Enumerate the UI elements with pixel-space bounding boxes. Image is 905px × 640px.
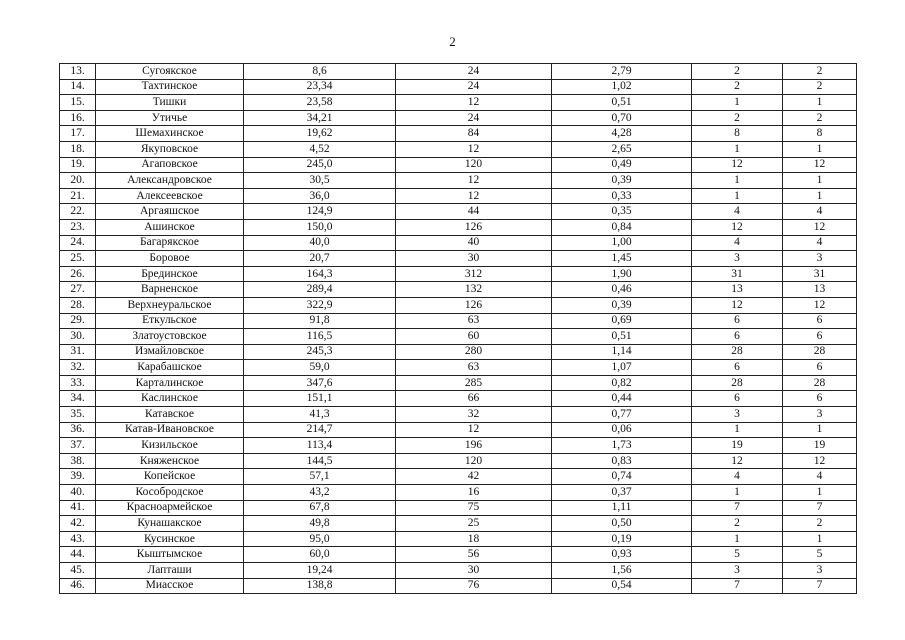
cell-settlement-name: Еткульское [96, 313, 244, 329]
cell-row-number: 29. [60, 313, 96, 329]
cell-value-2: 196 [396, 438, 552, 454]
cell-value-5: 12 [783, 157, 857, 173]
cell-value-5: 13 [783, 282, 857, 298]
cell-value-1: 49,8 [244, 516, 396, 532]
table-row [60, 204, 857, 220]
cell-settlement-name: Лапташи [96, 563, 244, 579]
cell-value-3: 2,79 [552, 64, 692, 80]
cell-value-2: 42 [396, 469, 552, 485]
cell-value-3: 0,06 [552, 422, 692, 438]
cell-value-4: 5 [692, 547, 783, 563]
cell-row-number: 16. [60, 110, 96, 126]
cell-value-5: 4 [783, 469, 857, 485]
cell-value-5: 5 [783, 547, 857, 563]
cell-value-4: 3 [692, 407, 783, 423]
cell-row-number: 21. [60, 188, 96, 204]
cell-value-1: 23,34 [244, 79, 396, 95]
cell-value-2: 126 [396, 219, 552, 235]
cell-value-5: 7 [783, 500, 857, 516]
cell-value-1: 19,62 [244, 126, 396, 142]
cell-value-1: 164,3 [244, 266, 396, 282]
cell-value-1: 8,6 [244, 64, 396, 80]
cell-value-3: 0,77 [552, 407, 692, 423]
table-row [60, 64, 857, 80]
table-row [60, 469, 857, 485]
table-row [60, 407, 857, 423]
cell-value-5: 2 [783, 110, 857, 126]
cell-row-number: 17. [60, 126, 96, 142]
cell-value-5: 1 [783, 141, 857, 157]
cell-settlement-name: Кизильское [96, 438, 244, 454]
cell-value-1: 40,0 [244, 235, 396, 251]
cell-value-2: 285 [396, 375, 552, 391]
cell-settlement-name: Утичье [96, 110, 244, 126]
cell-value-5: 4 [783, 204, 857, 220]
cell-settlement-name: Красноармейское [96, 500, 244, 516]
table-row [60, 485, 857, 501]
cell-row-number: 15. [60, 95, 96, 111]
table-row [60, 235, 857, 251]
cell-value-4: 1 [692, 422, 783, 438]
cell-value-2: 280 [396, 344, 552, 360]
cell-value-2: 30 [396, 563, 552, 579]
cell-value-4: 1 [692, 173, 783, 189]
cell-value-2: 24 [396, 64, 552, 80]
cell-row-number: 19. [60, 157, 96, 173]
cell-value-2: 25 [396, 516, 552, 532]
cell-value-3: 1,00 [552, 235, 692, 251]
cell-value-1: 59,0 [244, 360, 396, 376]
cell-settlement-name: Верхнеуральское [96, 297, 244, 313]
cell-value-5: 3 [783, 251, 857, 267]
cell-settlement-name: Кунашакское [96, 516, 244, 532]
table-row [60, 313, 857, 329]
cell-row-number: 36. [60, 422, 96, 438]
cell-value-1: 34,21 [244, 110, 396, 126]
cell-value-2: 56 [396, 547, 552, 563]
table-row [60, 297, 857, 313]
cell-value-4: 31 [692, 266, 783, 282]
cell-value-5: 1 [783, 422, 857, 438]
cell-value-2: 32 [396, 407, 552, 423]
cell-value-4: 8 [692, 126, 783, 142]
cell-value-4: 6 [692, 360, 783, 376]
cell-value-4: 12 [692, 453, 783, 469]
table-row [60, 219, 857, 235]
cell-settlement-name: Алексеевское [96, 188, 244, 204]
cell-value-3: 0,69 [552, 313, 692, 329]
cell-row-number: 32. [60, 360, 96, 376]
cell-settlement-name: Ашинское [96, 219, 244, 235]
cell-row-number: 25. [60, 251, 96, 267]
cell-value-2: 63 [396, 360, 552, 376]
cell-value-1: 124,9 [244, 204, 396, 220]
cell-row-number: 23. [60, 219, 96, 235]
table-row [60, 500, 857, 516]
cell-value-4: 2 [692, 79, 783, 95]
cell-value-1: 67,8 [244, 500, 396, 516]
cell-settlement-name: Багарякское [96, 235, 244, 251]
cell-value-5: 1 [783, 95, 857, 111]
cell-settlement-name: Варненское [96, 282, 244, 298]
cell-value-5: 28 [783, 344, 857, 360]
cell-settlement-name: Каслинское [96, 391, 244, 407]
cell-value-3: 0,70 [552, 110, 692, 126]
cell-value-4: 4 [692, 204, 783, 220]
cell-value-1: 289,4 [244, 282, 396, 298]
cell-settlement-name: Карабашское [96, 360, 244, 376]
cell-value-3: 0,37 [552, 485, 692, 501]
cell-value-1: 144,5 [244, 453, 396, 469]
cell-value-2: 12 [396, 188, 552, 204]
cell-settlement-name: Сугоякское [96, 64, 244, 80]
table-row [60, 547, 857, 563]
cell-row-number: 27. [60, 282, 96, 298]
cell-value-2: 16 [396, 485, 552, 501]
cell-value-5: 28 [783, 375, 857, 391]
cell-value-2: 76 [396, 578, 552, 594]
cell-value-1: 214,7 [244, 422, 396, 438]
cell-value-2: 12 [396, 422, 552, 438]
cell-value-1: 245,0 [244, 157, 396, 173]
cell-value-1: 60,0 [244, 547, 396, 563]
cell-value-1: 150,0 [244, 219, 396, 235]
cell-row-number: 18. [60, 141, 96, 157]
cell-value-3: 0,39 [552, 173, 692, 189]
cell-value-1: 95,0 [244, 531, 396, 547]
cell-value-5: 1 [783, 485, 857, 501]
cell-row-number: 34. [60, 391, 96, 407]
table-row [60, 141, 857, 157]
table-row [60, 188, 857, 204]
table-row [60, 79, 857, 95]
cell-value-1: 30,5 [244, 173, 396, 189]
cell-row-number: 45. [60, 563, 96, 579]
table-row [60, 266, 857, 282]
cell-value-1: 57,1 [244, 469, 396, 485]
cell-value-4: 12 [692, 219, 783, 235]
cell-value-1: 4,52 [244, 141, 396, 157]
cell-value-2: 18 [396, 531, 552, 547]
cell-value-3: 1,07 [552, 360, 692, 376]
cell-row-number: 42. [60, 516, 96, 532]
cell-value-3: 0,84 [552, 219, 692, 235]
cell-value-2: 63 [396, 313, 552, 329]
cell-value-3: 1,73 [552, 438, 692, 454]
cell-row-number: 13. [60, 64, 96, 80]
table-body [60, 64, 857, 594]
cell-value-3: 0,44 [552, 391, 692, 407]
cell-value-2: 12 [396, 141, 552, 157]
cell-value-5: 1 [783, 188, 857, 204]
cell-value-4: 2 [692, 64, 783, 80]
cell-value-3: 1,11 [552, 500, 692, 516]
cell-value-1: 43,2 [244, 485, 396, 501]
cell-value-1: 23,58 [244, 95, 396, 111]
cell-value-3: 1,45 [552, 251, 692, 267]
table-row [60, 422, 857, 438]
table-row [60, 126, 857, 142]
cell-settlement-name: Миасское [96, 578, 244, 594]
cell-row-number: 14. [60, 79, 96, 95]
cell-value-2: 44 [396, 204, 552, 220]
cell-row-number: 30. [60, 329, 96, 345]
cell-value-1: 347,6 [244, 375, 396, 391]
cell-value-2: 12 [396, 95, 552, 111]
cell-value-2: 132 [396, 282, 552, 298]
cell-row-number: 20. [60, 173, 96, 189]
cell-value-5: 4 [783, 235, 857, 251]
cell-value-4: 6 [692, 329, 783, 345]
cell-value-4: 2 [692, 516, 783, 532]
cell-value-5: 3 [783, 407, 857, 423]
cell-value-4: 7 [692, 578, 783, 594]
cell-value-1: 116,5 [244, 329, 396, 345]
cell-value-2: 75 [396, 500, 552, 516]
cell-value-3: 0,83 [552, 453, 692, 469]
table-row [60, 110, 857, 126]
cell-value-3: 0,46 [552, 282, 692, 298]
table-row [60, 173, 857, 189]
cell-row-number: 28. [60, 297, 96, 313]
cell-value-3: 1,90 [552, 266, 692, 282]
cell-value-1: 20,7 [244, 251, 396, 267]
cell-value-4: 7 [692, 500, 783, 516]
cell-value-4: 1 [692, 531, 783, 547]
cell-settlement-name: Карталинское [96, 375, 244, 391]
table-row [60, 360, 857, 376]
cell-value-2: 120 [396, 157, 552, 173]
cell-value-4: 28 [692, 344, 783, 360]
cell-value-1: 138,8 [244, 578, 396, 594]
cell-value-4: 6 [692, 313, 783, 329]
cell-value-1: 41,3 [244, 407, 396, 423]
cell-value-5: 2 [783, 79, 857, 95]
cell-value-3: 0,82 [552, 375, 692, 391]
cell-settlement-name: Шемахинское [96, 126, 244, 142]
table-row [60, 531, 857, 547]
cell-row-number: 26. [60, 266, 96, 282]
cell-value-2: 12 [396, 173, 552, 189]
cell-settlement-name: Княженское [96, 453, 244, 469]
cell-value-4: 12 [692, 297, 783, 313]
table-row [60, 391, 857, 407]
cell-settlement-name: Катав-Ивановское [96, 422, 244, 438]
cell-settlement-name: Измайловское [96, 344, 244, 360]
cell-value-4: 3 [692, 563, 783, 579]
cell-value-2: 312 [396, 266, 552, 282]
cell-row-number: 40. [60, 485, 96, 501]
cell-settlement-name: Тишки [96, 95, 244, 111]
cell-value-4: 1 [692, 188, 783, 204]
cell-settlement-name: Александровское [96, 173, 244, 189]
cell-row-number: 33. [60, 375, 96, 391]
cell-value-5: 12 [783, 297, 857, 313]
cell-value-5: 19 [783, 438, 857, 454]
cell-value-4: 6 [692, 391, 783, 407]
cell-value-1: 245,3 [244, 344, 396, 360]
cell-value-5: 6 [783, 391, 857, 407]
table-row [60, 282, 857, 298]
table-row [60, 95, 857, 111]
table-row [60, 329, 857, 345]
cell-settlement-name: Катавское [96, 407, 244, 423]
cell-value-3: 0,35 [552, 204, 692, 220]
cell-settlement-name: Тахтинское [96, 79, 244, 95]
cell-row-number: 37. [60, 438, 96, 454]
table-row [60, 375, 857, 391]
cell-value-4: 12 [692, 157, 783, 173]
cell-value-2: 84 [396, 126, 552, 142]
data-table [59, 63, 857, 594]
cell-value-5: 12 [783, 219, 857, 235]
cell-value-2: 24 [396, 79, 552, 95]
cell-value-2: 66 [396, 391, 552, 407]
cell-row-number: 38. [60, 453, 96, 469]
cell-value-3: 0,33 [552, 188, 692, 204]
cell-row-number: 41. [60, 500, 96, 516]
cell-row-number: 39. [60, 469, 96, 485]
cell-value-1: 151,1 [244, 391, 396, 407]
cell-row-number: 44. [60, 547, 96, 563]
cell-value-5: 8 [783, 126, 857, 142]
cell-value-1: 322,9 [244, 297, 396, 313]
cell-value-5: 2 [783, 64, 857, 80]
cell-value-4: 19 [692, 438, 783, 454]
cell-value-1: 91,8 [244, 313, 396, 329]
cell-value-4: 28 [692, 375, 783, 391]
cell-settlement-name: Копейское [96, 469, 244, 485]
cell-value-3: 1,02 [552, 79, 692, 95]
cell-value-5: 6 [783, 360, 857, 376]
cell-row-number: 35. [60, 407, 96, 423]
cell-value-2: 120 [396, 453, 552, 469]
cell-value-3: 4,28 [552, 126, 692, 142]
cell-value-3: 0,39 [552, 297, 692, 313]
table-row [60, 453, 857, 469]
table-row [60, 578, 857, 594]
cell-value-5: 6 [783, 329, 857, 345]
cell-value-1: 36,0 [244, 188, 396, 204]
page-number: 2 [449, 34, 456, 49]
cell-value-5: 12 [783, 453, 857, 469]
cell-value-2: 24 [396, 110, 552, 126]
cell-settlement-name: Кусинское [96, 531, 244, 547]
cell-value-1: 19,24 [244, 563, 396, 579]
cell-value-2: 30 [396, 251, 552, 267]
cell-value-3: 0,74 [552, 469, 692, 485]
cell-value-5: 6 [783, 313, 857, 329]
cell-value-5: 2 [783, 516, 857, 532]
cell-settlement-name: Агаповское [96, 157, 244, 173]
cell-settlement-name: Брединское [96, 266, 244, 282]
cell-row-number: 46. [60, 578, 96, 594]
cell-value-2: 60 [396, 329, 552, 345]
table-row [60, 563, 857, 579]
cell-value-5: 1 [783, 531, 857, 547]
cell-value-4: 1 [692, 95, 783, 111]
table-row [60, 157, 857, 173]
cell-value-3: 1,14 [552, 344, 692, 360]
cell-settlement-name: Якуповское [96, 141, 244, 157]
cell-value-4: 1 [692, 485, 783, 501]
table-row [60, 251, 857, 267]
cell-value-4: 2 [692, 110, 783, 126]
cell-value-4: 4 [692, 235, 783, 251]
cell-value-4: 13 [692, 282, 783, 298]
cell-value-5: 3 [783, 563, 857, 579]
cell-settlement-name: Кыштымское [96, 547, 244, 563]
cell-row-number: 22. [60, 204, 96, 220]
cell-value-3: 0,50 [552, 516, 692, 532]
cell-row-number: 43. [60, 531, 96, 547]
cell-value-3: 0,51 [552, 329, 692, 345]
cell-value-3: 1,56 [552, 563, 692, 579]
table-row [60, 344, 857, 360]
cell-value-3: 0,19 [552, 531, 692, 547]
cell-settlement-name: Аргаяшское [96, 204, 244, 220]
cell-row-number: 31. [60, 344, 96, 360]
cell-value-2: 126 [396, 297, 552, 313]
cell-value-4: 3 [692, 251, 783, 267]
cell-settlement-name: Златоустовское [96, 329, 244, 345]
cell-value-3: 0,93 [552, 547, 692, 563]
table-row [60, 516, 857, 532]
cell-value-5: 31 [783, 266, 857, 282]
cell-value-3: 2,65 [552, 141, 692, 157]
cell-value-3: 0,51 [552, 95, 692, 111]
cell-value-3: 0,49 [552, 157, 692, 173]
cell-value-5: 1 [783, 173, 857, 189]
cell-settlement-name: Боровое [96, 251, 244, 267]
cell-value-1: 113,4 [244, 438, 396, 454]
cell-value-5: 7 [783, 578, 857, 594]
cell-value-4: 1 [692, 141, 783, 157]
cell-value-4: 4 [692, 469, 783, 485]
cell-settlement-name: Кособродское [96, 485, 244, 501]
table-row [60, 438, 857, 454]
cell-value-3: 0,54 [552, 578, 692, 594]
cell-value-2: 40 [396, 235, 552, 251]
cell-row-number: 24. [60, 235, 96, 251]
